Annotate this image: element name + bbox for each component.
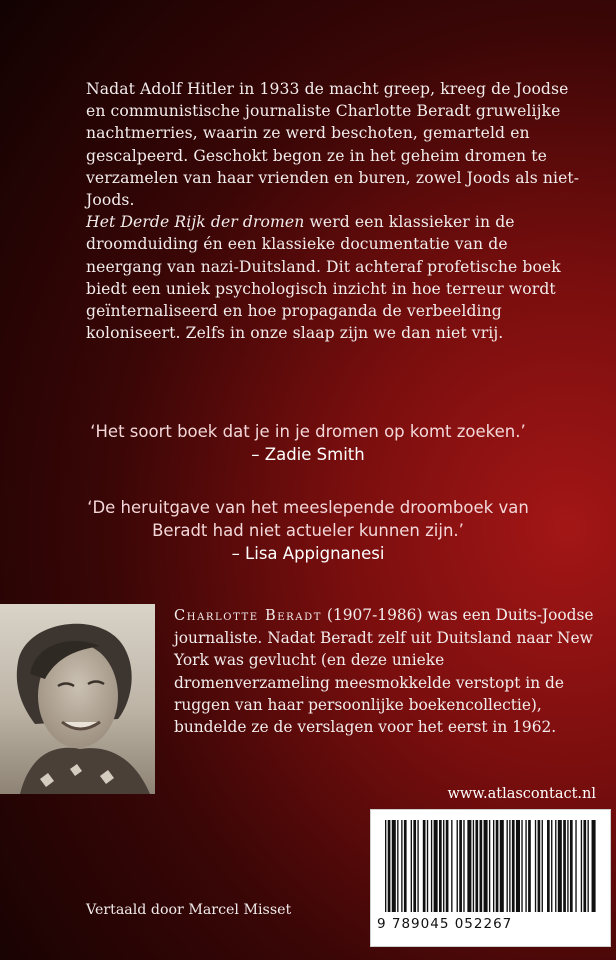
barcode-bar [439,820,442,912]
barcode-bar [535,820,536,912]
barcode-bar [459,820,462,912]
quote-text: ‘De heruitgave van het meeslepende droomboek van Beradt had niet actueler kunnen zijn.’ [87,498,529,540]
barcode-bar [592,820,596,912]
isbn-barcode [370,809,611,947]
barcode-bar [431,820,432,912]
author-bio-text: (1907-1986) was een Duits-Joodse journaliste. Nadat Beradt zelf uit Duitsland naar New York was gevlucht (en deze unieke dromenverzameling meesmokkelde verstopt in de ruggen van haar persoonlijke boekencollectie), bundelde ze de verslagen voor het eerst in 1962. [174,606,594,737]
barcode-bar [555,820,556,912]
barcode-bar [411,820,412,912]
barcode-bar [551,820,552,912]
barcode-bar [570,820,573,912]
barcode-bar [451,820,452,912]
barcode-bar [392,820,396,912]
barcode-bar [434,820,438,912]
author-portrait-drawing [0,604,155,794]
barcode-bar [528,820,531,912]
barcode-bar [475,820,478,912]
barcode-bar [538,820,541,912]
barcode-bar [547,820,550,912]
barcode-bar [457,820,458,912]
quote-text: ‘Het soort boek dat je in je dromen op komt zoeken.’ [90,422,526,441]
barcode-bar [463,820,464,912]
blurb-paragraph-1: Nadat Adolf Hitler in 1933 de macht greep, kreeg de Joodse en communistische journaliste Charlotte Beradt gruwelijke nachtmerries, waarin ze werd beschoten, gemarteld en gescalpeerd. Geschokt begon ze in het geheim dromen te verzamelen van haar vrienden en buren, zowel Joods als niet-Joods. [86,80,580,210]
review-quote-1 [60,420,556,466]
barcode-bar [446,820,449,912]
barcode-bar [423,820,426,912]
barcode-bar [512,820,515,912]
translator-credit: Vertaald door Marcel Misset [86,902,292,918]
author-photo [0,604,155,794]
barcode-bar [588,820,589,912]
barcode-bar [525,820,526,912]
barcode-bars [383,820,598,912]
barcode-bar [563,820,566,912]
barcode-bar [467,820,471,912]
barcode-bar [401,820,402,912]
barcode-bar [575,820,576,912]
blurb-paragraph-2 [86,211,586,344]
quote-author: – Zadie Smith [251,445,365,464]
barcode-bar [397,820,398,912]
barcode-bar [583,820,586,912]
barcode-bar [427,820,428,912]
barcode-bar [413,820,416,912]
barcode-bar [388,820,391,912]
barcode-bar [489,820,490,912]
barcode-bar [521,820,522,912]
book-title: Het Derde Rijk der dromen [86,213,305,232]
author-name: Charlotte Beradt [174,607,323,624]
barcode-bar [516,820,520,912]
barcode-bar [507,820,508,912]
publisher-url[interactable]: www.atlascontact.nl [447,786,596,802]
quote-author: – Lisa Appignanesi [231,544,385,563]
blurb [86,78,586,344]
barcode-bar [404,820,407,912]
barcode-bar [417,820,418,912]
author-bio [174,604,594,738]
barcode-bar [567,820,568,912]
isbn-number: 9 789045 052267 [377,916,513,932]
barcode-bar [500,820,504,912]
barcode-bar [496,820,499,912]
barcode-bar [480,820,483,912]
blurb-paragraph-2-text: werd een klassieker in de droomduiding én een klassieke documentatie van de neergang van nazi-Duitsland. Dit achteraf profetische boek biedt een uniek psychologisch inzicht in hoe terreur wordt geïnternaliseerd en hoe propaganda de verbeelding koloniseert. Zelfs in onze slaap zijn we dan niet vrij. [86,213,561,343]
barcode-bar [542,820,543,912]
review-quote-2 [60,496,556,565]
barcode-bar [509,820,510,912]
barcode-bar [581,820,582,912]
barcode-bar [473,820,474,912]
barcode-bar [443,820,444,912]
barcode-bar [493,820,494,912]
barcode-bar [484,820,488,912]
barcode-bar [385,820,386,912]
barcode-bar [558,820,562,912]
